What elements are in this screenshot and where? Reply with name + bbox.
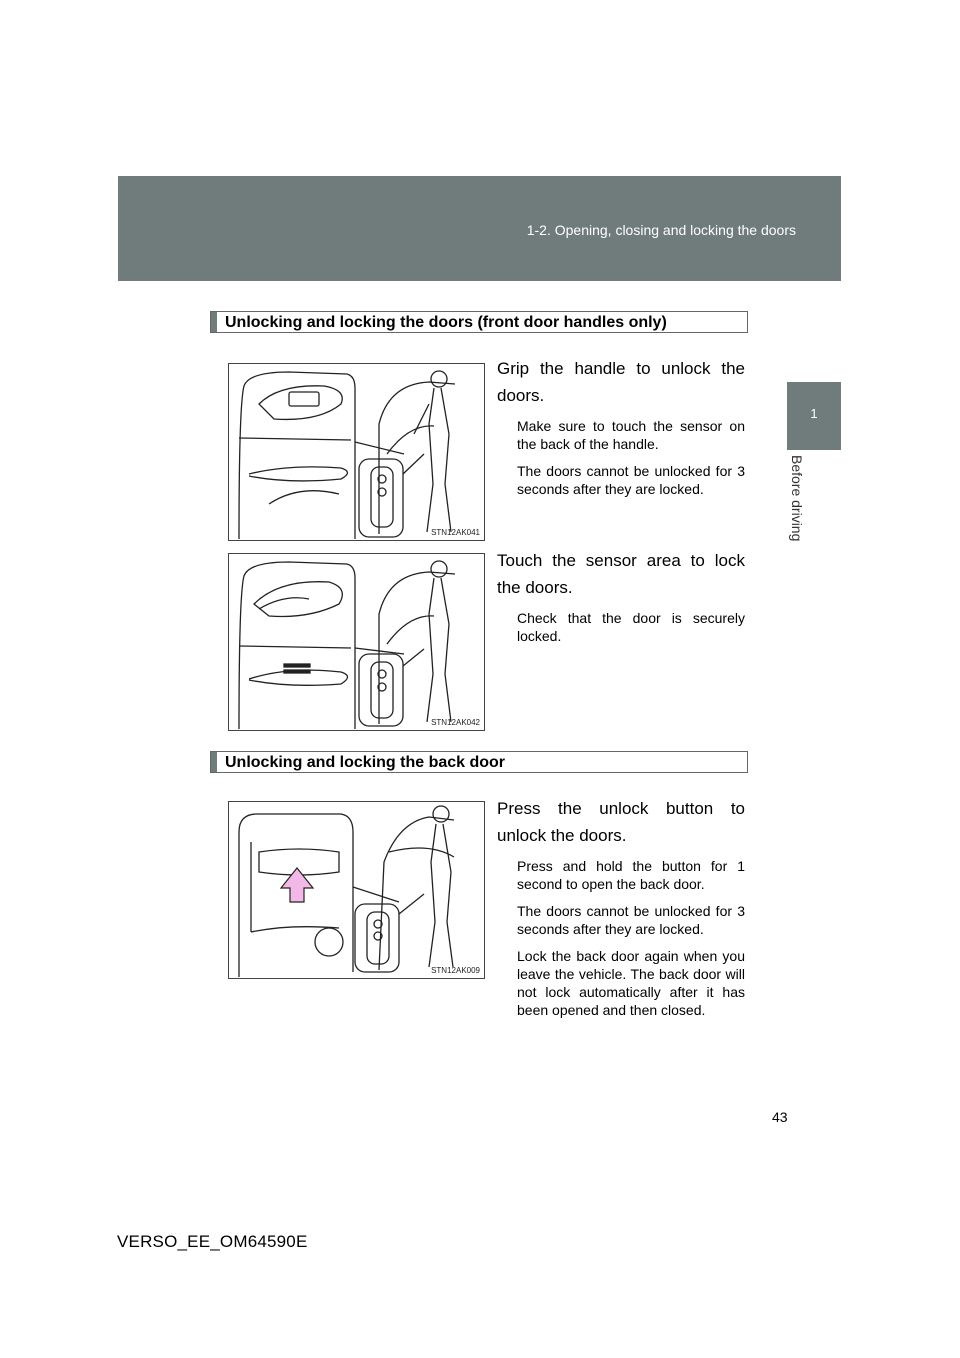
section-heading-front-doors	[210, 311, 748, 333]
illustration-touch-sensor	[229, 554, 485, 731]
page-number: 43	[772, 1109, 788, 1125]
document-code: VERSO_EE_OM64590E	[117, 1232, 308, 1251]
chapter-tab	[787, 382, 841, 450]
step-lead: Touch the sensor area to lock the doors.	[497, 551, 745, 597]
heading-accent-bar	[211, 752, 217, 772]
step-back-door	[497, 795, 745, 1028]
illustration-grip-handle	[229, 364, 485, 541]
chapter-tab-label-text: Before driving	[789, 455, 805, 542]
chapter-header-title: 1-2. Opening, closing and locking the doors	[526, 222, 796, 238]
figure-code: STN12AK009	[431, 966, 480, 975]
figure-grip-handle	[228, 363, 485, 541]
figure-back-door	[228, 801, 485, 979]
section-heading-text: Unlocking and locking the doors (front door handles only)	[225, 314, 667, 331]
chapter-tab-label	[789, 455, 823, 555]
step-note: Press and hold the button for 1 second to open the back door.	[517, 858, 745, 892]
step-touch-sensor	[497, 547, 745, 654]
section-heading-back-door	[210, 751, 748, 773]
heading-accent-bar	[211, 312, 217, 332]
step-note: Make sure to touch the sensor on the back of the handle.	[517, 418, 745, 452]
figure-code: STN12AK041	[431, 528, 480, 537]
chapter-header-band	[118, 176, 841, 281]
figure-touch-sensor	[228, 553, 485, 731]
step-lead: Grip the handle to unlock the doors.	[497, 359, 745, 405]
step-note: The doors cannot be unlocked for 3 seconds after they are locked.	[517, 903, 745, 937]
illustration-back-door	[229, 802, 485, 979]
chapter-tab-number: 1	[810, 406, 818, 421]
step-note: Lock the back door again when you leave the vehicle. The back door will not lock automatically after it has been opened and then closed.	[517, 948, 745, 1018]
step-grip-handle	[497, 355, 745, 507]
step-note: Check that the door is securely locked.	[517, 610, 745, 644]
figure-code: STN12AK042	[431, 718, 480, 727]
step-lead: Press the unlock button to unlock the doors.	[497, 799, 745, 845]
section-heading-text: Unlocking and locking the back door	[225, 754, 506, 771]
step-note: The doors cannot be unlocked for 3 seconds after they are locked.	[517, 463, 745, 497]
